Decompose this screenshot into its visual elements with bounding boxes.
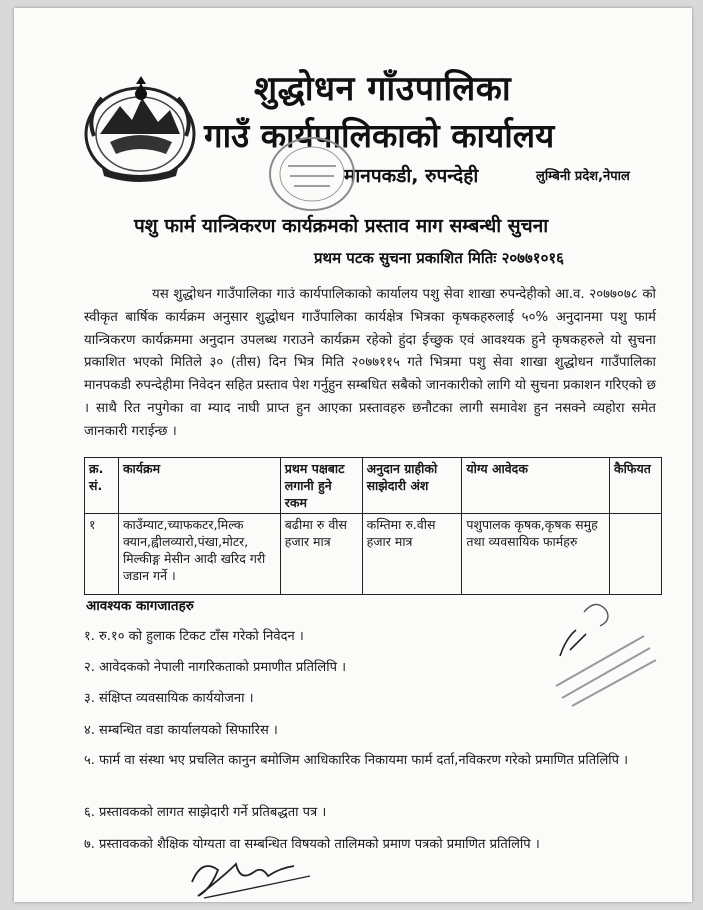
municipality-name: शुद्धोधन गाँउपालिका — [254, 69, 512, 109]
table-row — [85, 514, 662, 595]
publication-date: प्रथम पटक सुचना प्रकाशित मितिः २०७७१०१६ — [314, 249, 564, 267]
program-table — [84, 457, 662, 595]
signature-icon — [184, 846, 324, 906]
col-header-share: अनुदान ग्राहीको साझेदारी अंश — [362, 458, 462, 514]
list-item: १. रु.१० को हुलाक टिकट टाँस गरेको निवेदन । — [84, 629, 304, 644]
document-page — [14, 8, 692, 902]
col-header-applicant: योग्य आवेदक — [462, 458, 610, 514]
col-header-investment: प्रथम पक्षबाट लगानी हुने रकम — [280, 458, 362, 514]
cell-program: काउँम्याट,च्याफकटर,मिल्क क्यान,ह्वीलव्यारो,पंखा,मोटर, मिल्कीङ्ग मेसीन आदी खरिद गरी जडान गर्ने । — [118, 514, 280, 595]
officer-signature-stamp-icon — [526, 590, 666, 710]
list-item: ६. प्रस्तावकको लागत साझेदारी गर्ने प्रतिबद्धता पत्र । — [84, 805, 327, 820]
list-item: ७. प्रस्तावकको शैक्षिक योग्यता वा सम्बन्धित विषयको तालिमको प्रमाण पत्रको प्रमाणित प्रतिलिपि । — [84, 837, 540, 852]
cell-serial: १ — [85, 514, 119, 595]
list-item: ५. फार्म वा संस्था भए प्रचलित कानुन बमोजिम आधिकारिक निकायमा फार्म दर्ता,नविकरण गरेको प्रमाणित प्रतिलिपि । — [84, 753, 629, 768]
col-header-serial: क्र. सं. — [85, 458, 119, 514]
table-header-row — [85, 458, 662, 514]
documents-heading: आवश्यक कागजातहरु — [86, 598, 194, 614]
col-header-program: कार्यक्रम — [118, 458, 280, 514]
office-stamp-icon — [266, 132, 358, 216]
office-location: मानपकडी, रुपन्देही — [344, 165, 479, 187]
cell-applicant: पशुपालक कृषक,कृषक समुह तथा व्यवसायिक फार्महरु — [462, 514, 610, 595]
list-item: २. आवेदकको नेपाली नागरिकताको प्रमाणीत प्रतिलिपि । — [84, 660, 347, 675]
list-item: ३. संक्षिप्त व्यवसायिक कार्ययोजना । — [84, 691, 254, 706]
notice-body: यस शुद्धोधन गाउँपालिका गाउं कार्यपालिकाको कार्यालय पशु सेवा शाखा रुपन्देहीको आ.व. २०७७०७८ को स्वीकृत बार्षिक कार्यक्रम अनुसार शुद्धोधन गाउँपालिका कार्यक्षेत्र भित्रका कृषकहरुलाई ५०% अनुदानमा पशु फार्म यान्त्रिकरण कार्यक्रममा अनुदान उपलब्ध गराउने कार्यक्रम रहेको हुंदा ईच्छुक एवं आवश्यक हुने कृषकहरुले यो सुचना प्रकाशित भएको मितिले ३० (तीस) दिन भित्र मिति २०७७११५ गते भित्रमा पशु सेवा शाखा शुद्धोधन गाउँपालिका मानपकडी रुपन्देहीमा निवेदन सहित प्रस्ताव पेश गर्नुहुन सम्बधित सबैको जानकारीको लागि यो सुचना प्रकाशन गरिएको छ । साथै रित नपुगेका वा म्याद नाघी प्राप्त हुन आएका प्रस्तावहरु छनौटका लागी समावेश हुन नसक्ने व्यहोरा समेत जानकारी गराईन्छ । — [84, 287, 656, 439]
notice-subject: पशु फार्म यान्त्रिकरण कार्यक्रमको प्रस्ताव माग सम्बन्धी सुचना — [134, 215, 549, 237]
col-header-remarks: कैफियत — [609, 458, 661, 514]
nepal-emblem-icon — [80, 76, 200, 186]
cell-investment: बढीमा रु वीस हजार मात्र — [280, 514, 362, 595]
list-item: ४. सम्बन्धित वडा कार्यालयको सिफारिस । — [84, 723, 278, 738]
cell-share: कम्तिमा रु.वीस हजार मात्र — [362, 514, 462, 595]
province-name: लुम्बिनी प्रदेश,नेपाल — [536, 169, 630, 184]
cell-remarks — [609, 514, 661, 595]
office-name: गाउँ कार्यपालिकाको कार्यालय — [204, 116, 555, 155]
